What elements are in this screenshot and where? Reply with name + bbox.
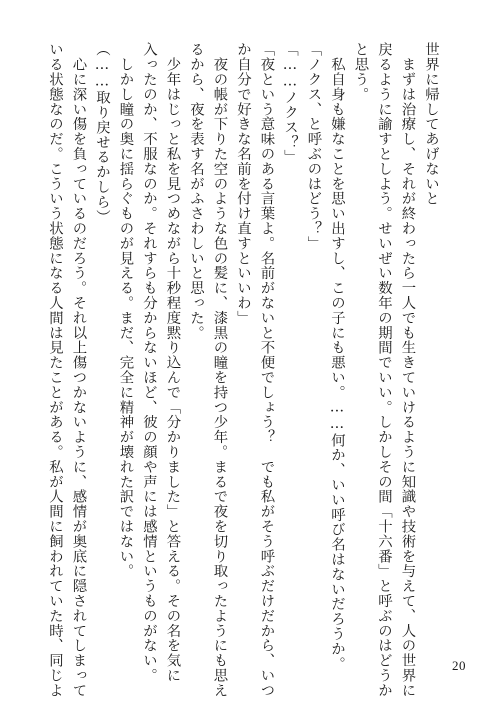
text-line: しかし瞳の奥に揺らぐものが見える。まだ、完全に精神が壊れた訳ではない。 — [117, 42, 134, 579]
text-line: 戻るように諭すとしよう。せいぜい数年の期間でいい。しかしその間「十六番」と呼ぶのはどうか — [376, 42, 392, 698]
vertical-text-body — [47, 42, 442, 698]
text-line: 心に深い傷を負っているのだろう。それ以上傷つかないように、感情が奥底に隠されてしまって — [70, 42, 87, 698]
text-line: か自分で好きな名前を付け直すといいわ」 — [235, 42, 251, 326]
text-line: 入ったのか、不服なのか。それすらも分からないほど、彼の顔や声には感情というものがない。 — [141, 42, 157, 683]
text-line: 「夜という意味のある言葉よ。名前がないと不便でしょう？ でも私がそう呼ぶだけだから、いつ — [258, 42, 275, 698]
text-line: 私自身も嫌なことを思い出すし、この子にも悪い。……何か、いい呼び名はないだろうか。 — [329, 42, 345, 671]
text-line: 世界に帰してあげないと — [423, 42, 439, 206]
text-line: （……取り戻せるかしら） — [94, 42, 110, 224]
text-line: と思う。 — [352, 42, 369, 102]
text-line: いる状態なのだ。こういう状態になる人間は見たことがある。私が人間に飼われていた時、同じよ — [47, 42, 63, 698]
page-number: 20 — [452, 658, 466, 673]
text-line: 少年はじっと私を見つめながら十秒程度黙り込んで「分かりました」と答える。その名を気に — [164, 42, 181, 683]
text-line: 「ノクス、と呼ぶのはどう？」 — [305, 42, 322, 251]
text-line: まずは治療し、それが終わったら一人でも生きていけるように知識や技術を与えて、人の世界に — [399, 42, 416, 698]
text-line: 夜の帳が下りた空のような色の髪に、漆黒の瞳を持つ少年。まるで夜を切り取ったようにも思え — [211, 42, 228, 698]
text-line: 「……ノクス？」 — [282, 42, 298, 165]
text-line: るから、夜を表す名がふさわしいと思った。 — [188, 42, 204, 340]
